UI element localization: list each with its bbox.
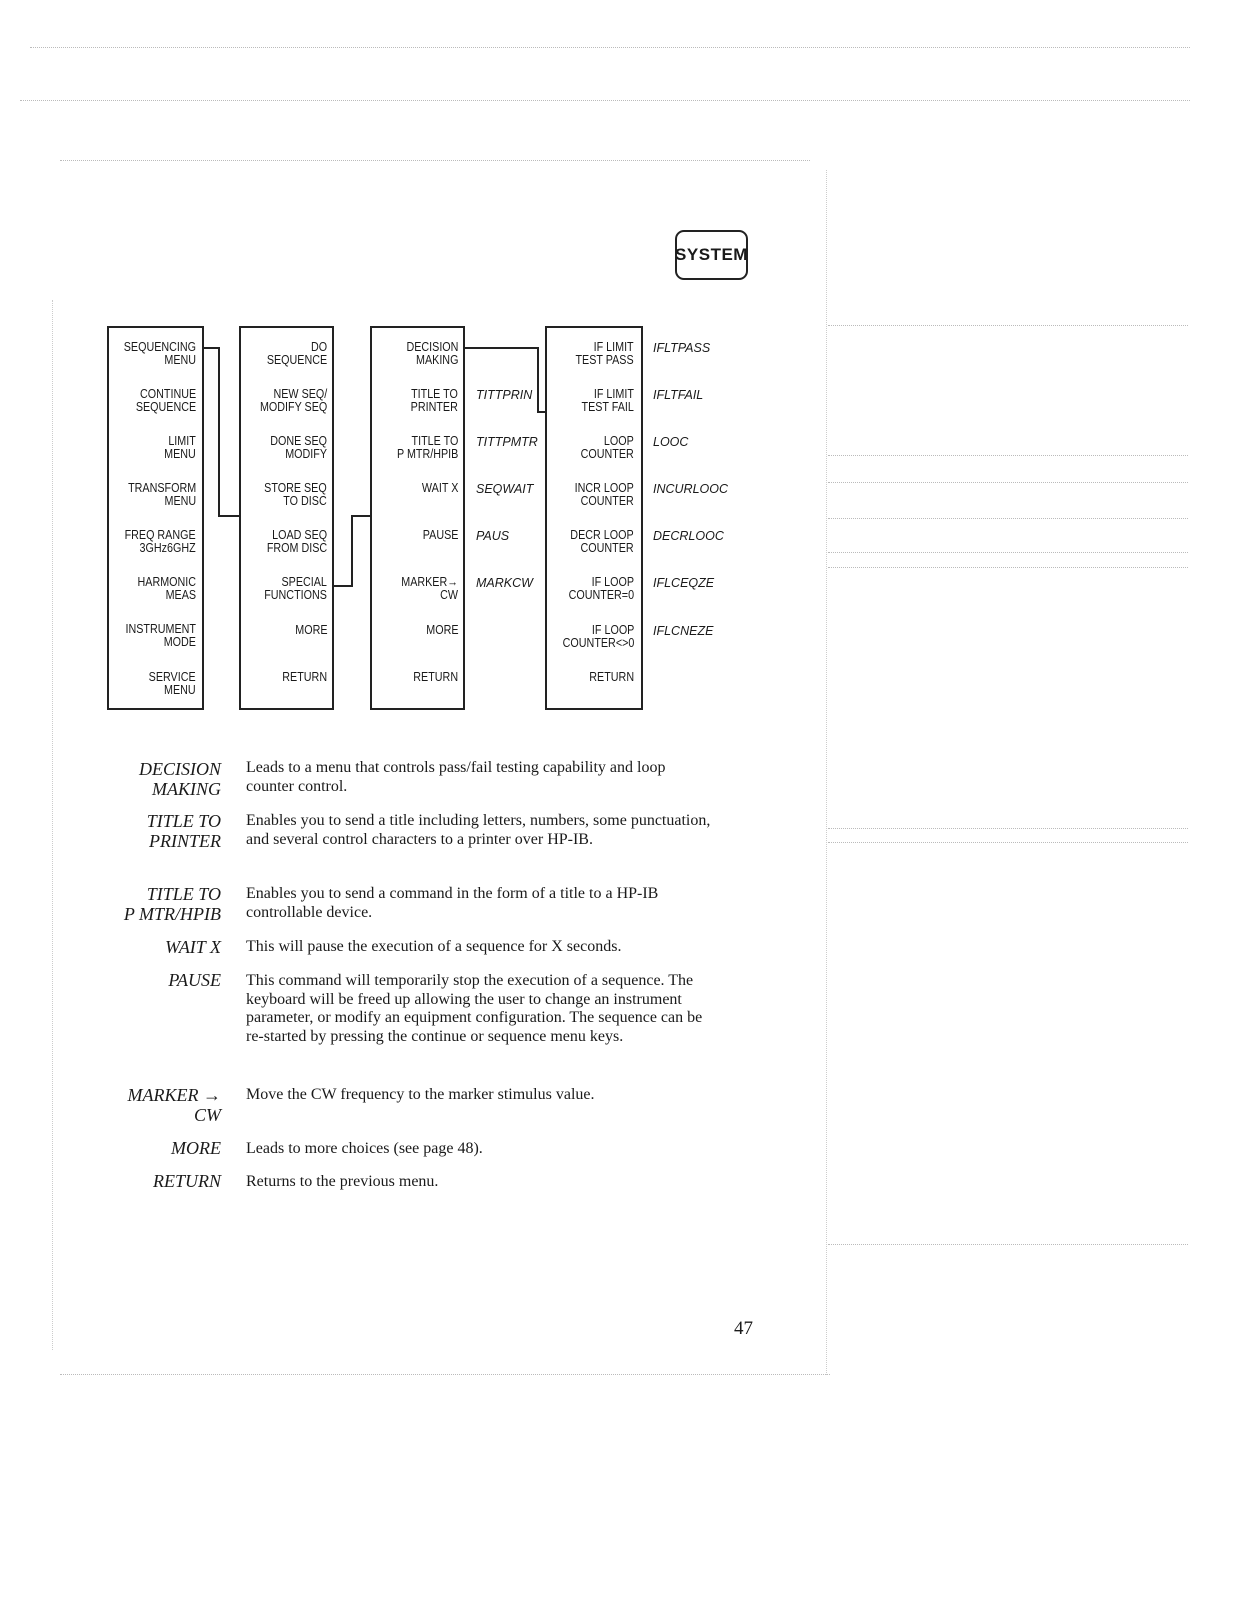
mnemonic-ifltfail: IFLTFAIL — [653, 388, 704, 402]
connector-line — [537, 411, 545, 413]
definition-term: TITLE TO P MTR/HPIB — [123, 884, 221, 924]
softkey-pause[interactable]: PAUSE — [422, 528, 458, 542]
softkey-decision-making[interactable]: DECISION MAKING — [406, 340, 458, 367]
softkey-more[interactable]: MORE — [294, 623, 327, 637]
menu-box-3 — [370, 326, 465, 710]
menu-box-4 — [545, 326, 643, 710]
definition-text: Leads to more choices (see page 48). — [246, 1140, 483, 1157]
mnemonic-tittprin: TITTPRIN — [476, 388, 533, 402]
definition-text: Leads to a menu that controls pass/fail testing capability and loop counter control. — [246, 759, 666, 795]
softkey-wait-x[interactable]: WAIT X — [421, 481, 458, 495]
softkey-load-seq-from-disc[interactable]: LOAD SEQ FROM DISC — [266, 528, 327, 555]
softkey-title-to-printer[interactable]: TITLE TO PRINTER — [410, 387, 458, 414]
mnemonic-seqwait: SEQWAIT — [476, 482, 534, 496]
softkey-transform-menu[interactable]: TRANSFORM MENU — [127, 481, 196, 508]
softkey-special-functions[interactable]: SPECIAL FUNCTIONS — [264, 575, 327, 602]
softkey-return[interactable]: RETURN — [282, 670, 327, 684]
connector-line — [334, 585, 352, 587]
definition-term: MORE — [171, 1138, 221, 1158]
connector-line — [537, 347, 539, 413]
connector-line — [218, 347, 220, 517]
softkey-harmonic-meas[interactable]: HARMONIC MEAS — [137, 575, 196, 602]
softkey-instrument-mode[interactable]: INSTRUMENT MODE — [125, 622, 196, 649]
definition-term: MARKER → CW — [127, 1085, 221, 1125]
softkey-if-limit-test-pass[interactable]: IF LIMIT TEST PASS — [575, 340, 634, 367]
connector-line — [465, 347, 538, 349]
definition-text: Move the CW frequency to the marker stimulus value. — [246, 1086, 595, 1103]
page-number: 47 — [734, 1318, 753, 1339]
mnemonic-ifltpass: IFLTPASS — [653, 341, 711, 355]
connector-line — [351, 515, 353, 587]
softkey-return[interactable]: RETURN — [589, 670, 634, 684]
softkey-return[interactable]: RETURN — [413, 670, 458, 684]
mnemonic-markcw: MARKCW — [476, 576, 533, 590]
softkey-limit-menu[interactable]: LIMIT MENU — [164, 434, 196, 461]
softkey-more[interactable]: MORE — [425, 623, 458, 637]
softkey-incr-loop-counter[interactable]: INCR LOOP COUNTER — [574, 481, 634, 508]
softkey-loop-counter[interactable]: LOOP COUNTER — [580, 434, 634, 461]
menu-box-2 — [239, 326, 334, 710]
softkey-store-seq-to-disc[interactable]: STORE SEQ TO DISC — [264, 481, 327, 508]
mnemonic-paus: PAUS — [476, 529, 510, 543]
mnemonic-looc: LOOC — [653, 435, 689, 449]
softkey-marker-cw[interactable]: MARKER→ CW — [401, 575, 458, 602]
mnemonic-decrlooc: DECRLOOC — [653, 529, 724, 543]
definition-text: This command will temporarily stop the execution of a sequence. The keyboard will be freed up allowing the user to change an instrument parameter, or modify an equipment configuration. The sequence can be re-started by pressing the continue or sequence menu keys. — [246, 972, 703, 1045]
definition-term: RETURN — [152, 1171, 221, 1191]
definition-text: This will pause the execution of a sequence for X seconds. — [246, 938, 622, 955]
definition-term: DECISION MAKING — [139, 759, 221, 799]
definition-text: Enables you to send a command in the form of a title to a HP-IB controllable device. — [246, 885, 659, 921]
definition-term: PAUSE — [168, 970, 221, 990]
system-key-badge: SYSTEM — [675, 230, 748, 280]
softkey-do-sequence[interactable]: DO SEQUENCE — [266, 340, 327, 367]
connector-line — [204, 347, 219, 349]
definition-text: Returns to the previous menu. — [246, 1173, 439, 1190]
menu-box-1 — [107, 326, 204, 710]
definition-term: TITLE TO PRINTER — [146, 811, 221, 851]
softkey-service-menu[interactable]: SERVICE MENU — [148, 670, 196, 697]
softkey-title-to-pmtr-hpib[interactable]: TITLE TO P MTR/HPIB — [396, 434, 458, 461]
mnemonic-iflceqze: IFLCEQZE — [653, 576, 715, 590]
softkey-sequencing-menu[interactable]: SEQUENCING MENU — [123, 340, 196, 367]
mnemonic-incurlooc: INCURLOOC — [653, 482, 729, 496]
connector-line — [351, 515, 370, 517]
softkey-if-limit-test-fail[interactable]: IF LIMIT TEST FAIL — [581, 387, 634, 414]
mnemonic-iflcneze: IFLCNEZE — [653, 624, 714, 638]
softkey-new-seq-modify-seq[interactable]: NEW SEQ/ MODIFY SEQ — [259, 387, 327, 414]
connector-line — [218, 515, 239, 517]
softkey-decr-loop-counter[interactable]: DECR LOOP COUNTER — [570, 528, 634, 555]
softkey-continue-sequence[interactable]: CONTINUE SEQUENCE — [135, 387, 196, 414]
softkey-if-loop-counter-ne-0[interactable]: IF LOOP COUNTER<>0 — [562, 623, 634, 650]
softkey-freq-range[interactable]: FREQ RANGE 3GHz6GHZ — [124, 528, 196, 555]
softkey-if-loop-counter-eq-0[interactable]: IF LOOP COUNTER=0 — [568, 575, 634, 602]
definition-text: Enables you to send a title including letters, numbers, some punctuation, and several control characters to a printer over HP-IB. — [246, 812, 711, 848]
softkey-done-seq-modify[interactable]: DONE SEQ MODIFY — [270, 434, 327, 461]
mnemonic-tittpmtr: TITTPMTR — [476, 435, 538, 449]
definition-term: WAIT X — [165, 937, 221, 957]
